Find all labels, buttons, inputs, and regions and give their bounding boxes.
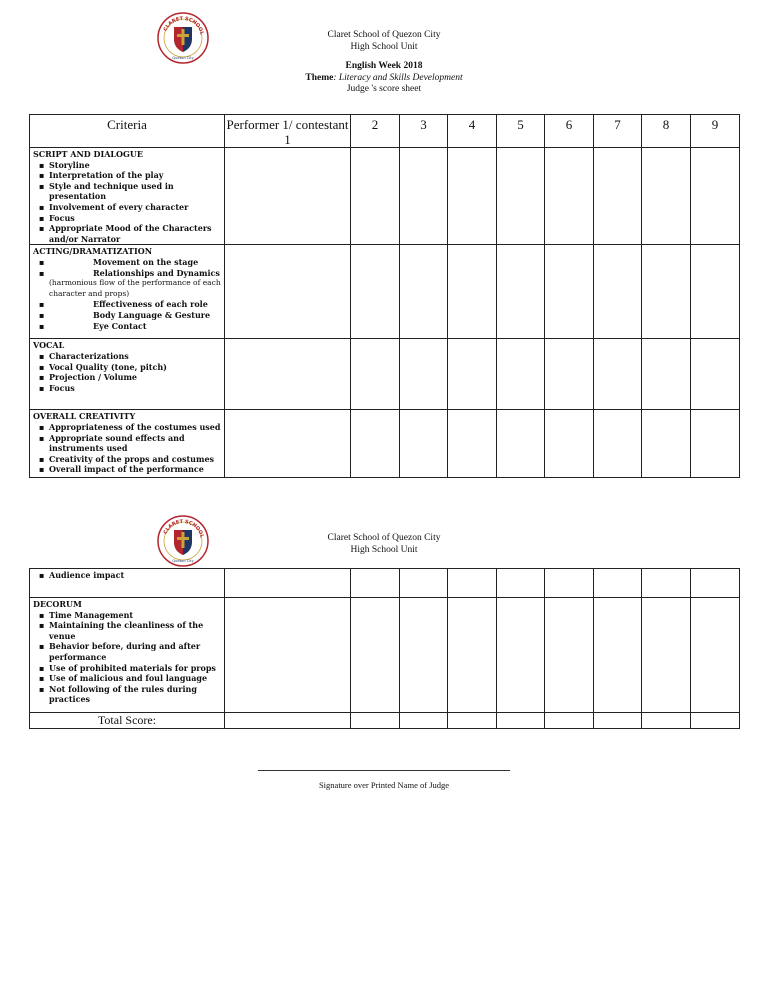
school-unit: High School Unit <box>350 41 418 52</box>
criteria-item: ▪ Focus <box>33 213 224 224</box>
total-cell[interactable] <box>545 713 594 729</box>
score-cell[interactable] <box>351 148 400 245</box>
score-cell[interactable] <box>642 598 691 713</box>
total-cell[interactable] <box>594 713 642 729</box>
score-cell[interactable] <box>594 339 642 410</box>
score-cell[interactable] <box>497 569 545 598</box>
total-cell[interactable] <box>448 713 497 729</box>
theme-line <box>0 73 768 85</box>
score-cell[interactable] <box>400 598 448 713</box>
score-cell[interactable] <box>448 245 497 339</box>
col-3: 3 <box>400 115 448 148</box>
criteria-cell <box>30 410 225 478</box>
score-cell[interactable] <box>448 148 497 245</box>
criteria-cell <box>30 339 225 410</box>
score-cell[interactable] <box>497 148 545 245</box>
criteria-item: ▪ Eye Contact <box>33 321 224 332</box>
category-label: ACTING/DRAMATIZATION <box>33 246 153 257</box>
criteria-item: ▪ Interpretation of the play <box>33 170 224 181</box>
score-cell[interactable] <box>448 569 497 598</box>
row-overall-creativity <box>30 410 740 478</box>
criteria-cell <box>30 569 225 598</box>
score-cell[interactable] <box>351 245 400 339</box>
score-cell[interactable] <box>400 339 448 410</box>
signature-line[interactable] <box>258 770 510 771</box>
score-cell[interactable] <box>400 569 448 598</box>
col-criteria: Criteria <box>30 115 225 148</box>
criteria-item: ▪ Appropriateness of the costumes used <box>33 422 224 433</box>
criteria-item: ▪ Involvement of every character <box>33 202 224 213</box>
score-cell[interactable] <box>545 410 594 478</box>
signature-label: Signature over Printed Name of Judge <box>318 780 450 790</box>
score-cell[interactable] <box>400 410 448 478</box>
col-7: 7 <box>594 115 642 148</box>
criteria-item: ▪ Focus <box>33 383 224 394</box>
criteria-item: ▪ Characterizations <box>33 351 224 362</box>
score-cell[interactable] <box>400 245 448 339</box>
total-cell[interactable] <box>642 713 691 729</box>
score-cell[interactable] <box>642 148 691 245</box>
score-cell[interactable] <box>400 148 448 245</box>
category-label: VOCAL <box>33 340 65 351</box>
criteria-item: ▪ Movement on the stage <box>33 257 224 268</box>
criteria-item: ▪ Storyline <box>33 160 224 171</box>
score-cell[interactable] <box>497 339 545 410</box>
score-cell[interactable] <box>351 598 400 713</box>
criteria-item: ▪ Style and technique used in presentation <box>33 181 224 202</box>
criteria-item: ▪ Use of prohibited materials for props <box>33 663 224 674</box>
col-2: 2 <box>351 115 400 148</box>
score-cell[interactable] <box>594 245 642 339</box>
score-cell[interactable] <box>497 245 545 339</box>
row-vocal <box>30 339 740 410</box>
criteria-item: ▪ Overall impact of the performance <box>33 464 224 475</box>
criteria-item: ▪ Maintaining the cleanliness of the venue <box>33 620 224 641</box>
criteria-item: ▪ Use of malicious and foul language <box>33 673 224 684</box>
col-8: 8 <box>642 115 691 148</box>
col-performer-1: Performer 1/ contestant 1 <box>225 115 351 148</box>
page1-header <box>0 30 768 96</box>
total-cell[interactable] <box>691 713 740 729</box>
score-cell[interactable] <box>691 148 740 245</box>
logo-ring-text: CLARET SCHOOL <box>162 518 205 539</box>
logo-ring-text: CLARET SCHOOL <box>162 15 205 36</box>
score-cell[interactable] <box>225 598 351 713</box>
theme-value: : Literacy and Skills Development <box>333 72 463 83</box>
criteria-item: ▪ Not following of the rules during practices <box>33 684 224 705</box>
score-cell[interactable] <box>225 148 351 245</box>
criteria-cell <box>30 148 225 245</box>
col-9: 9 <box>691 115 740 148</box>
school-unit: High School Unit <box>350 544 418 555</box>
score-cell[interactable] <box>545 245 594 339</box>
score-cell[interactable] <box>642 245 691 339</box>
score-cell[interactable] <box>594 410 642 478</box>
total-cell[interactable] <box>400 713 448 729</box>
category-label: SCRIPT AND DIALOGUE <box>33 149 143 159</box>
row-script-dialogue <box>30 148 740 245</box>
total-cell[interactable] <box>497 713 545 729</box>
score-cell[interactable] <box>545 598 594 713</box>
criteria-item: ▪ Effectiveness of each role <box>33 299 224 310</box>
criteria-item: ▪ Appropriate Mood of the Characters and/or Narrator <box>33 223 224 244</box>
logo-bottom-text: Quezon City <box>172 56 194 60</box>
score-cell[interactable] <box>225 410 351 478</box>
criteria-item: ▪ Body Language & Gesture <box>33 310 224 321</box>
criteria-item: ▪ Audience impact <box>33 570 224 581</box>
total-cell[interactable] <box>225 713 351 729</box>
criteria-item: ▪ Appropriate sound effects and instruments used <box>33 433 224 454</box>
total-score-label: Total Score: <box>30 713 225 729</box>
score-cell[interactable] <box>497 410 545 478</box>
criteria-item: ▪ Creativity of the props and costumes <box>33 454 224 465</box>
criteria-item: ▪ Relationships and Dynamics <box>33 268 224 279</box>
score-cell[interactable] <box>448 410 497 478</box>
criteria-item: ▪ Vocal Quality (tone, pitch) <box>33 362 224 373</box>
score-cell[interactable] <box>448 598 497 713</box>
score-cell[interactable] <box>351 569 400 598</box>
score-cell[interactable] <box>594 148 642 245</box>
score-cell[interactable] <box>691 410 740 478</box>
row-total-score <box>30 713 740 729</box>
criteria-cell <box>30 245 225 339</box>
criteria-item: ▪ Time Management <box>33 610 224 621</box>
criteria-cell <box>30 598 225 713</box>
score-cell[interactable] <box>691 569 740 598</box>
score-cell[interactable] <box>691 598 740 713</box>
score-cell[interactable] <box>594 598 642 713</box>
header-row <box>30 115 740 148</box>
col-4: 4 <box>448 115 497 148</box>
score-cell[interactable] <box>642 569 691 598</box>
criteria-item: ▪ Behavior before, during and after performance <box>33 641 224 662</box>
score-cell[interactable] <box>594 569 642 598</box>
score-cell[interactable] <box>642 410 691 478</box>
score-cell[interactable] <box>545 339 594 410</box>
score-cell[interactable] <box>545 569 594 598</box>
page2-header <box>0 533 768 556</box>
score-table-page2 <box>29 568 740 729</box>
score-cell[interactable] <box>691 339 740 410</box>
criteria-note: (harmonious flow of the performance of each character and props) <box>49 278 221 298</box>
score-cell[interactable] <box>351 339 400 410</box>
col-6: 6 <box>545 115 594 148</box>
score-cell[interactable] <box>225 569 351 598</box>
school-name: Claret School of Quezon City <box>327 533 441 543</box>
score-cell[interactable] <box>497 598 545 713</box>
total-cell[interactable] <box>351 713 400 729</box>
score-cell[interactable] <box>351 410 400 478</box>
score-cell[interactable] <box>545 148 594 245</box>
score-cell[interactable] <box>225 339 351 410</box>
school-name: Claret School of Quezon City <box>327 30 441 40</box>
sheet-title: Judge 's score sheet <box>346 84 422 94</box>
score-cell[interactable] <box>225 245 351 339</box>
col-5: 5 <box>497 115 545 148</box>
row-acting-dramatization <box>30 245 740 339</box>
category-label: OVERALL CREATIVITY <box>33 411 136 422</box>
criteria-item: ▪ Projection / Volume <box>33 372 224 383</box>
event-title: English Week 2018 <box>345 61 423 71</box>
logo-bottom-text: Quezon City <box>172 559 194 563</box>
score-cell[interactable] <box>448 339 497 410</box>
row-decorum <box>30 598 740 713</box>
score-table-page1 <box>29 114 740 478</box>
score-cell[interactable] <box>691 245 740 339</box>
category-label: DECORUM <box>33 599 82 609</box>
score-cell[interactable] <box>642 339 691 410</box>
row-audience-impact <box>30 569 740 598</box>
theme-label: Theme <box>305 72 334 83</box>
